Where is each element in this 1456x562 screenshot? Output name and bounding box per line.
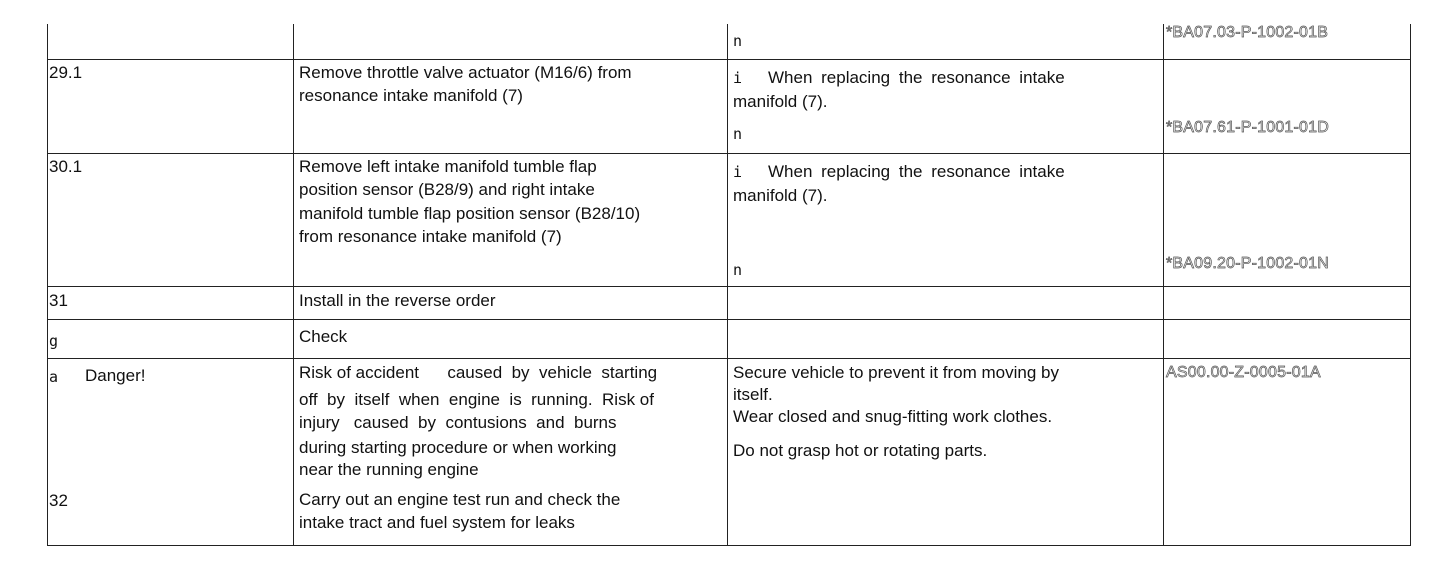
row-divider <box>47 319 1410 320</box>
step-description: Install in the reverse order <box>299 291 496 310</box>
step-description: Remove throttle valve actuator (M16/6) from <box>299 63 632 82</box>
check-icon: g <box>49 332 59 350</box>
danger-icon: a <box>49 368 59 386</box>
note-text: manifold (7). <box>733 92 828 111</box>
step-number: 32 <box>49 491 68 510</box>
note-icon: n <box>733 32 743 50</box>
step-number: 29.1 <box>49 63 83 82</box>
reference-link[interactable]: *BA07.61-P-1001-01D <box>1166 119 1330 136</box>
safety-note: Wear closed and snug-fitting work clothes. <box>733 407 1053 426</box>
note-text: manifold (7). <box>733 186 828 205</box>
step-description: from resonance intake manifold (7) <box>299 227 562 246</box>
danger-description: Risk of accident caused by vehicle starting <box>299 363 658 382</box>
column-divider <box>293 24 294 546</box>
row-divider <box>47 358 1410 359</box>
safety-note: Secure vehicle to prevent it from moving by <box>733 363 1059 382</box>
info-icon: i <box>733 163 743 181</box>
step-description: intake tract and fuel system for leaks <box>299 513 575 532</box>
danger-description: near the running engine <box>299 460 479 479</box>
row-divider <box>47 545 1410 546</box>
step-description: Check <box>299 327 348 346</box>
danger-description: off by itself when engine is running. Risk of <box>299 390 654 409</box>
note-icon: n <box>733 125 743 143</box>
step-description: Carry out an engine test run and check the <box>299 490 621 509</box>
reference-link[interactable]: *BA07.03-P-1002-01B <box>1166 24 1329 41</box>
column-divider <box>1410 24 1411 546</box>
safety-note: itself. <box>733 385 773 404</box>
note-text: When replacing the resonance intake <box>768 162 1065 181</box>
note-icon: n <box>733 261 743 279</box>
step-description: resonance intake manifold (7) <box>299 86 523 105</box>
reference-link[interactable]: *BA09.20-P-1002-01N <box>1166 255 1330 272</box>
step-description: manifold tumble flap position sensor (B28/10) <box>299 204 641 223</box>
row-divider <box>47 153 1410 154</box>
reference-link[interactable]: AS00.00-Z-0005-01A <box>1166 364 1321 381</box>
danger-description: during starting procedure or when working <box>299 438 617 457</box>
danger-label: Danger! <box>85 366 146 385</box>
row-divider <box>47 286 1410 287</box>
step-description: Remove left intake manifold tumble flap <box>299 157 597 176</box>
step-description: position sensor (B28/9) and right intake <box>299 180 595 199</box>
step-number: 30.1 <box>49 157 83 176</box>
danger-description: injury caused by contusions and burns <box>299 413 617 432</box>
column-divider <box>1163 24 1164 546</box>
column-divider <box>47 24 48 546</box>
row-divider <box>47 59 1410 60</box>
column-divider <box>727 24 728 546</box>
step-number: 31 <box>49 291 68 310</box>
info-icon: i <box>733 69 743 87</box>
note-text: When replacing the resonance intake <box>768 68 1065 87</box>
safety-note: Do not grasp hot or rotating parts. <box>733 441 988 460</box>
